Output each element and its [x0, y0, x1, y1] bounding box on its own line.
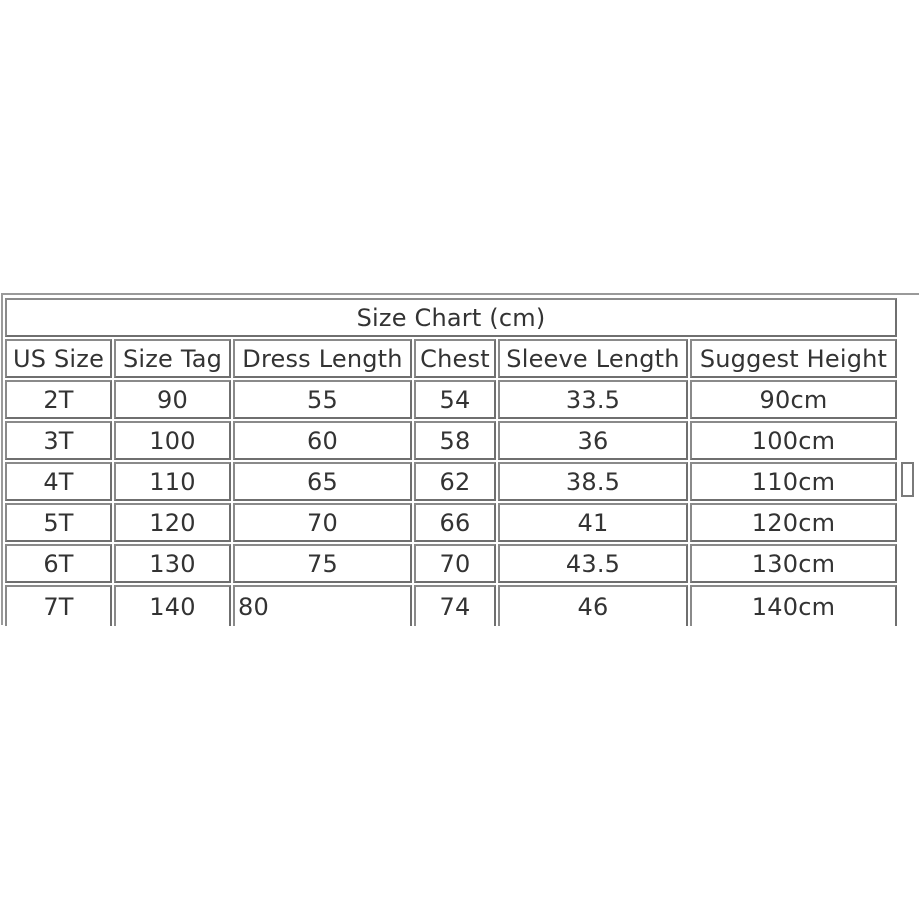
table-cell: 6T: [5, 544, 112, 583]
table-cell: 120: [114, 503, 231, 542]
table-cell: 55: [233, 380, 412, 419]
table-cell: 43.5: [498, 544, 688, 583]
table-cell: 90: [114, 380, 231, 419]
table-cell: 66: [414, 503, 496, 542]
table-cell: 74: [414, 585, 496, 626]
table-cell: 70: [233, 503, 412, 542]
table-cell: 110cm: [690, 462, 897, 501]
table-cell: 120cm: [690, 503, 897, 542]
table-cell: 140: [114, 585, 231, 626]
table-cell: 5T: [5, 503, 112, 542]
table-cell: 65: [233, 462, 412, 501]
table-cell: 3T: [5, 421, 112, 460]
column-header: Dress Length: [233, 339, 412, 378]
table-cell: 38.5: [498, 462, 688, 501]
scroll-handle[interactable]: [901, 462, 914, 497]
table-cell: 33.5: [498, 380, 688, 419]
table-cell: 140cm: [690, 585, 897, 626]
table-cell: 80: [233, 585, 412, 626]
table-cell: 36: [498, 421, 688, 460]
table-cell: 70: [414, 544, 496, 583]
table-cell: 4T: [5, 462, 112, 501]
table-cell: 7T: [5, 585, 112, 626]
table-cell: 75: [233, 544, 412, 583]
table-cell: 58: [414, 421, 496, 460]
column-header: Size Tag: [114, 339, 231, 378]
table-cell: 90cm: [690, 380, 897, 419]
column-header: US Size: [5, 339, 112, 378]
table-cell: 100cm: [690, 421, 897, 460]
table-cell: 130cm: [690, 544, 897, 583]
column-header: Sleeve Length: [498, 339, 688, 378]
table-cell: 54: [414, 380, 496, 419]
column-header: Chest: [414, 339, 496, 378]
table-cell: 110: [114, 462, 231, 501]
table-cell: 130: [114, 544, 231, 583]
column-header: Suggest Height: [690, 339, 897, 378]
table-cell: 41: [498, 503, 688, 542]
table-cell: 2T: [5, 380, 112, 419]
table-cell: 46: [498, 585, 688, 626]
table-cell: 60: [233, 421, 412, 460]
table-cell: 100: [114, 421, 231, 460]
table-cell: 62: [414, 462, 496, 501]
table-title: Size Chart (cm): [5, 298, 897, 337]
